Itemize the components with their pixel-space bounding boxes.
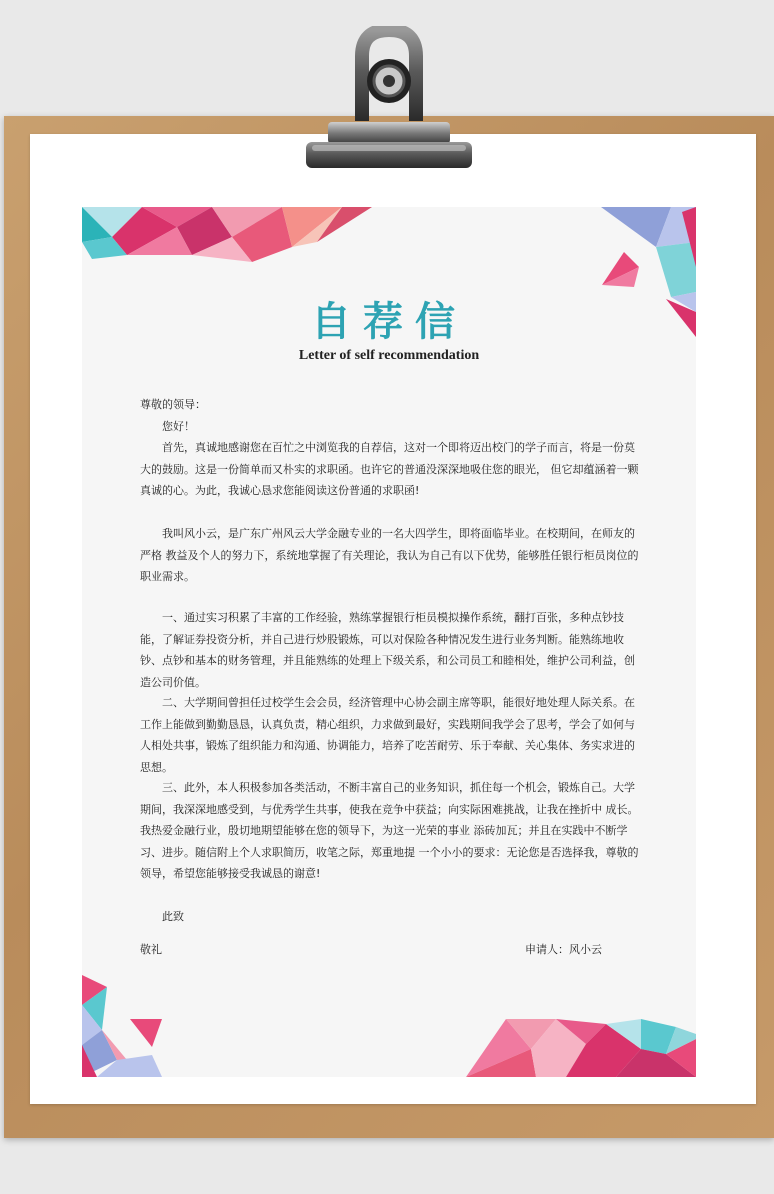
polygon-decoration-top-left <box>82 207 372 267</box>
closing-text: 此致 <box>162 910 184 923</box>
polygon-decoration-bottom-right <box>466 1019 696 1077</box>
salutation-text: 尊敬的领导： <box>140 398 206 411</box>
signature-text: 申请人：风小云 <box>525 943 602 956</box>
closing <box>140 906 643 928</box>
paragraph-text: 二、大学期间曾担任过校学生会会员，经济管理中心协会副主席等职，能很好地处理人际关系。在工作上能做到勤勤恳恳，认真负责，精心组织，力求做到最好，实践期间我学会了思考，学会了如何与人相处共事，锻炼了组织能力和沟通、协调能力，培养了吃苦耐劳、乐于奉献、关心集体、务实求进的思想。 <box>140 696 635 774</box>
polygon-decoration-bottom-left <box>82 975 172 1077</box>
paragraph-4 <box>140 692 643 778</box>
paragraph-text: 我叫风小云，是广东广州风云大学金融专业的一名大四学生，即将面临毕业。在校期间，在师友的严格 教益及个人的努力下，系统地掌握了有关理论，我认为自己有以下优势，能够胜任银行柜员岗位的职业需求。 <box>140 527 639 583</box>
paragraph-text: 一、通过实习积累了丰富的工作经验，熟练掌握银行柜员模拟操作系统，翻打百张，多种点钞技能，了解证券投资分析，并自己进行炒股锻炼，可以对保险各种情况发生进行业务判断。能熟练地收钞、点钞和基本的财务管理，并且能熟练的处理上下级关系，和公司员工和睦相处，维护公司利益，创造公司价值。 <box>140 611 635 689</box>
regards-text: 敬礼 <box>140 943 162 956</box>
paragraph-3 <box>140 607 643 693</box>
salutation <box>140 394 643 437</box>
paragraph-5 <box>140 777 643 885</box>
paragraph-1 <box>140 437 643 502</box>
letter-paper <box>82 207 696 1077</box>
letter-title: 自荐信 <box>311 298 467 345</box>
regards-row <box>140 939 643 961</box>
greeting-text: 您好！ <box>162 419 195 433</box>
paragraph-text: 三、此外，本人积极参加各类活动，不断丰富自己的业务知识，抓住每一个机会，锻炼自己。大学期间，我深深地感受到，与优秀学生共事，使我在竞争中获益；向实际困难挑战，让我在挫折中 成长。我热爱金融行业，殷切地期望能够在您的领导下，为这一光荣的事业 添砖加瓦；并且在实践中不断学习、进步。随信附上个人求职简历，收笔之际，郑重地提 一个小小的要求：无论您是否选择我，尊敬的领导，希望您能够接受我诚恳的谢意! <box>140 781 639 880</box>
paper-mat <box>30 134 756 1104</box>
clipboard-board <box>4 116 774 1138</box>
paragraph-text: 首先，真诚地感谢您在百忙之中浏览我的自荐信，这对一个即将迈出校门的学子而言，将是一份莫大的鼓励。这是一份简单而又朴实的求职函。也许它的普通没深深地吸住您的眼光， 但它却蕴涵着一颗真诚的心。为此，我诚心恳求您能阅读这份普通的求职函! <box>140 441 639 497</box>
letter-subtitle: Letter of self recommendation <box>298 348 480 363</box>
paragraph-2 <box>140 523 643 588</box>
binder-clip-icon <box>302 26 476 178</box>
